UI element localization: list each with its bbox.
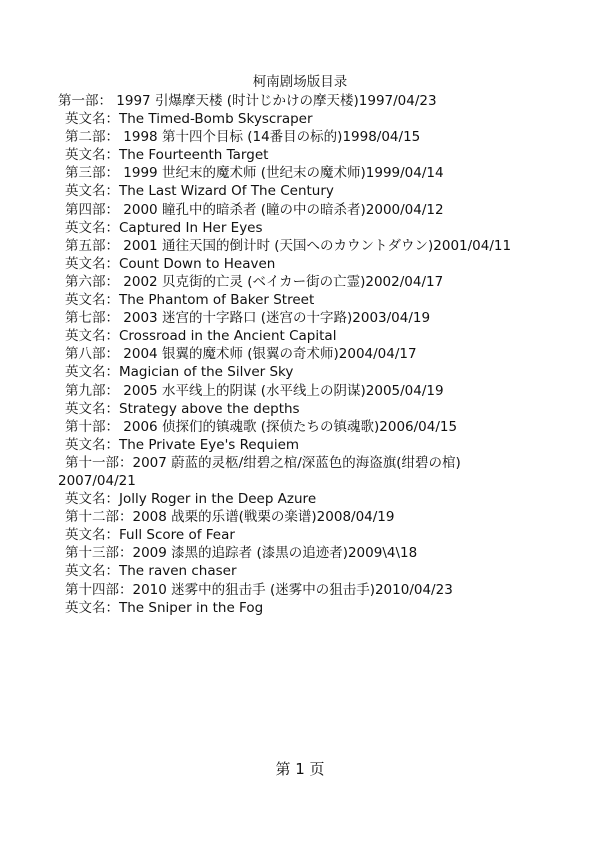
list-line: 第四部： 2000 瞳孔中的暗杀者 (瞳の中の暗杀者)2000/04/12: [65, 201, 444, 218]
document-title: 柯南剧场版目录: [252, 74, 348, 90]
list-line: 第一部： 1997 引爆摩天楼 (时计じかけの摩天楼)1997/04/23: [58, 93, 437, 109]
list-line: 英文名：The Phantom of Baker Street: [65, 292, 315, 309]
list-line: 英文名：Crossroad in the Ancient Capital: [65, 328, 337, 345]
list-line: 第三部： 1999 世纪末的魔术师 (世纪末の魔术师)1999/04/14: [65, 165, 444, 182]
list-line: 英文名：The Last Wizard Of The Century: [65, 183, 334, 200]
page-number: 第 1 页: [275, 760, 325, 778]
list-line: 英文名：Count Down to Heaven: [65, 255, 276, 272]
list-line: 第八部： 2004 银翼的魔术师 (银翼の奇术师)2004/04/17: [65, 346, 417, 363]
list-line: 第七部： 2003 迷宫的十字路口 (迷宫の十字路)2003/04/19: [65, 310, 431, 327]
list-line: 英文名：Full Score of Fear: [65, 527, 235, 544]
list-line: 第十二部：2008 战栗的乐谱(戦栗の楽谱)2008/04/19: [65, 509, 395, 526]
list-line: 第十一部：2007 蔚蓝的灵柩/绀碧之棺/深蓝色的海盗旗(绀碧の棺): [65, 454, 461, 471]
list-line: 英文名：Captured In Her Eyes: [65, 219, 263, 236]
list-line: 第九部： 2005 水平线上的阴谋 (水平线上の阴谋)2005/04/19: [65, 382, 444, 399]
list-line: 第五部： 2001 通往天国的倒计时 (天国へのカウントダウン)2001/04/11: [65, 237, 512, 254]
list-line: 英文名：The raven chaser: [65, 563, 237, 580]
list-line: 第十四部：2010 迷雾中的狙击手 (迷雾中の狙击手)2010/04/23: [65, 581, 453, 598]
list-line: 英文名：The Fourteenth Target: [65, 147, 269, 164]
list-line: 第十三部：2009 漆黑的追踪者 (漆黒の追迹者)2009\4\18: [65, 545, 418, 562]
list-line: 英文名：The Timed-Bomb Skyscraper: [65, 111, 313, 128]
list-line: 2007/04/21: [58, 472, 136, 489]
list-line: 英文名：Jolly Roger in the Deep Azure: [65, 491, 317, 508]
movie-list: [58, 92, 588, 617]
list-line: 英文名：Magician of the Silver Sky: [65, 364, 294, 381]
list-line: 第六部： 2002 贝克街的亡灵 (ベイカー街の亡霊)2002/04/17: [65, 273, 444, 290]
list-line: 英文名：Strategy above the depths: [65, 400, 300, 417]
list-line: 英文名：The Sniper in the Fog: [65, 599, 264, 616]
list-line: 第十部： 2006 侦探们的镇魂歌 (探侦たちの镇魂歌)2006/04/15: [65, 418, 458, 435]
list-line: 英文名：The Private Eye's Requiem: [65, 436, 300, 453]
list-line: 第二部： 1998 第十四个目标 (14番目の标的)1998/04/15: [65, 129, 421, 146]
